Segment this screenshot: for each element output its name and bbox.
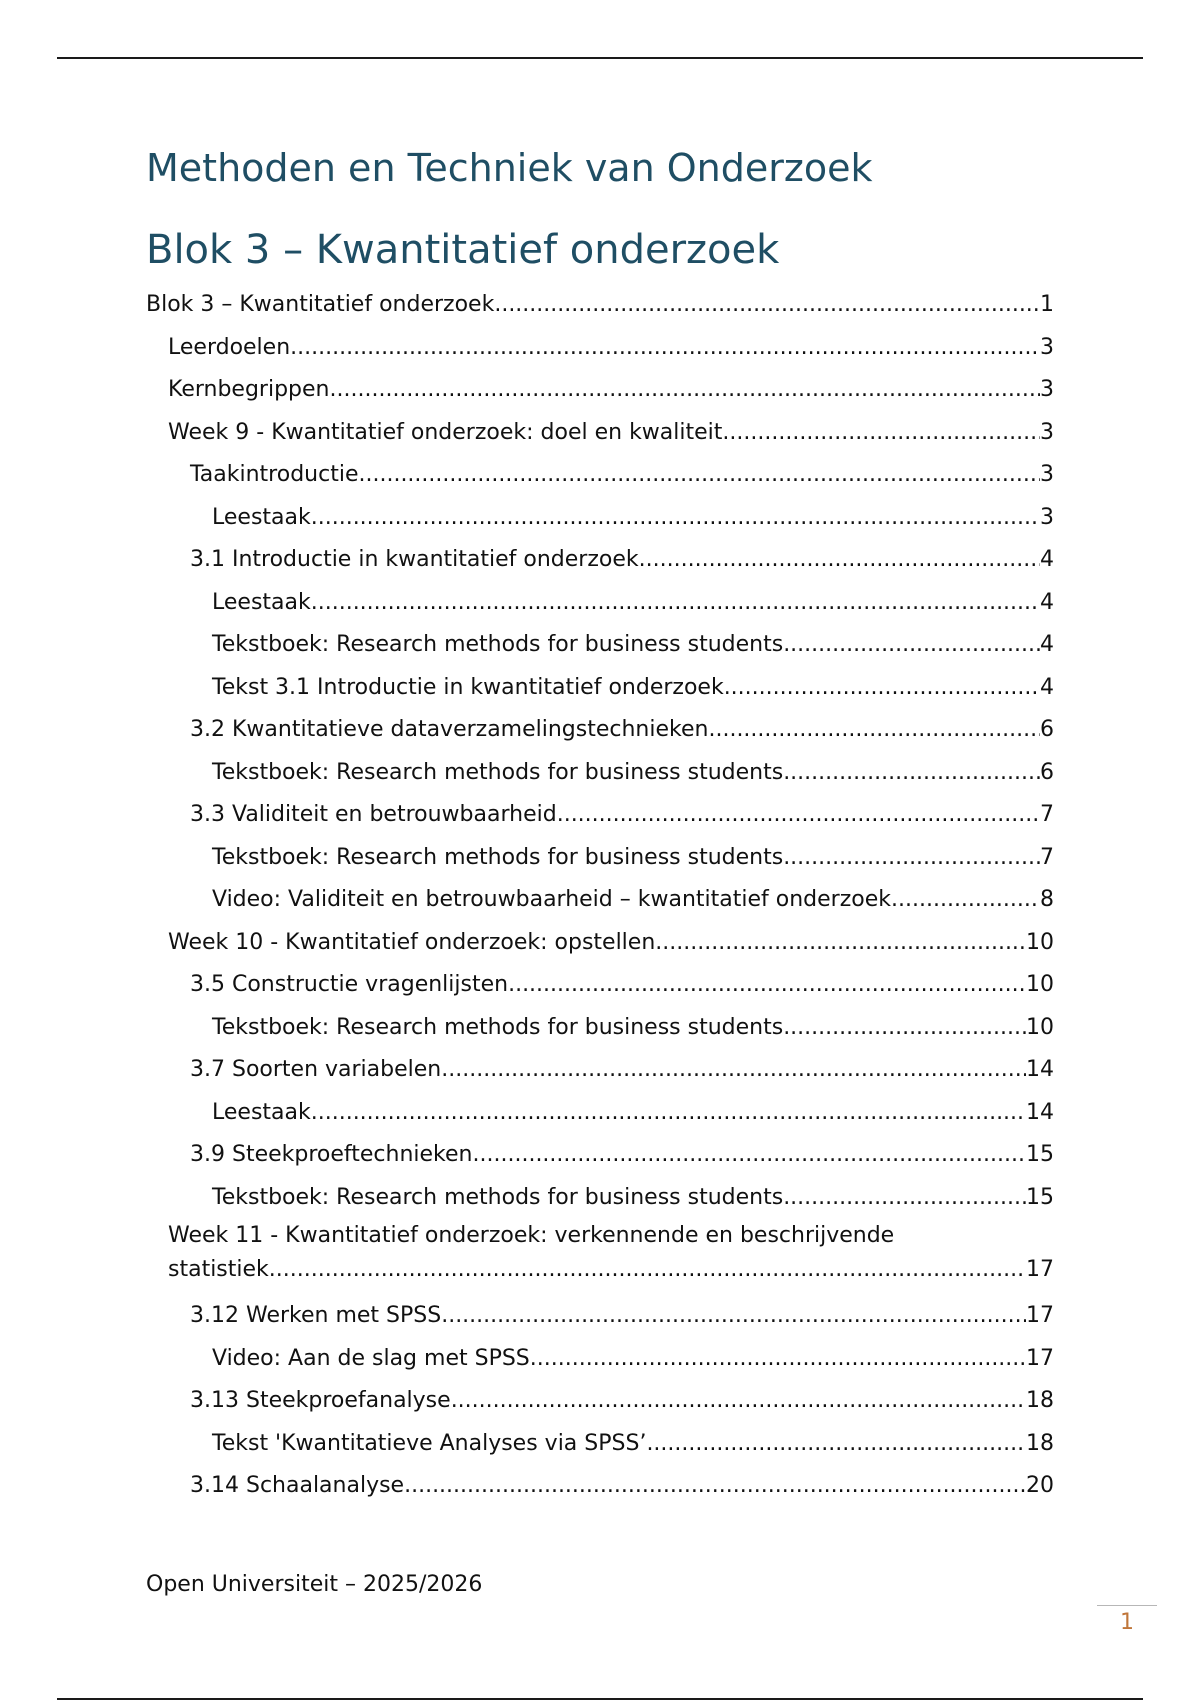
toc-entry-page: 4 xyxy=(1040,547,1054,572)
toc-entry[interactable] xyxy=(146,284,1054,327)
toc-leader xyxy=(441,1295,1026,1338)
toc-entry[interactable] xyxy=(146,327,1054,370)
toc-leader xyxy=(311,1092,1026,1135)
toc-entry[interactable] xyxy=(146,794,1054,837)
toc-entry-page: 18 xyxy=(1026,1430,1054,1456)
toc-entry[interactable] xyxy=(146,964,1054,1007)
toc-leader xyxy=(473,1134,1027,1177)
toc-entry-label: Kernbegrippen xyxy=(168,377,330,402)
toc-leader xyxy=(441,1049,1026,1092)
toc-entry-page: 4 xyxy=(1040,589,1054,615)
toc-leader xyxy=(655,922,1026,965)
toc-leader xyxy=(708,709,1040,752)
document-body xyxy=(146,140,1054,1508)
toc-entry-label: Tekstboek: Research methods for business students xyxy=(212,844,784,870)
toc-entry-page: 15 xyxy=(1026,1184,1054,1210)
toc-entry-page: 17 xyxy=(1026,1303,1054,1328)
toc-entry-label: Week 9 - Kwantitatief onderzoek: doel en kwaliteit xyxy=(168,419,723,445)
toc-entry-page: 15 xyxy=(1026,1142,1054,1167)
toc-entry-page: 17 xyxy=(1026,1257,1054,1282)
toc-entry-label: 3.2 Kwantitatieve dataverzamelingstechnieken xyxy=(190,717,709,742)
toc-entry[interactable] xyxy=(146,1423,1054,1466)
toc-leader xyxy=(290,327,1040,370)
toc-entry[interactable] xyxy=(146,752,1054,795)
toc-leader xyxy=(508,964,1026,1007)
toc-entry-label: Video: Validiteit en betrouwbaarheid – kwantitatief onderzoek xyxy=(212,887,891,912)
toc-entry-page: 3 xyxy=(1040,377,1054,402)
toc-entry-label: Video: Aan de slag met SPSS xyxy=(212,1345,530,1371)
toc-entry-page: 20 xyxy=(1026,1473,1054,1498)
toc-entry-label: Tekstboek: Research methods for business students xyxy=(212,632,784,657)
toc-leader xyxy=(269,1253,1026,1287)
toc-entry-label: Tekst 3.1 Introductie in kwantitatief onderzoek xyxy=(212,674,724,700)
toc-leader xyxy=(646,1423,1026,1466)
toc-leader xyxy=(451,1380,1026,1423)
toc-entry[interactable] xyxy=(146,922,1054,965)
page-number: 1 xyxy=(1120,1610,1134,1635)
toc-entry-label: 3.1 Introductie in kwantitatief onderzoek xyxy=(190,547,639,572)
toc-leader xyxy=(311,582,1040,625)
toc-entry[interactable] xyxy=(146,709,1054,752)
toc-leader xyxy=(494,284,1040,327)
toc-leader xyxy=(530,1338,1026,1381)
toc-entry[interactable] xyxy=(146,1380,1054,1423)
toc-entry-label: Leestaak xyxy=(212,1099,311,1125)
toc-entry-page: 6 xyxy=(1040,717,1054,742)
toc-entry-label: Leestaak xyxy=(212,504,311,530)
toc-entry-continuation xyxy=(168,1253,1054,1287)
toc-entry-page: 18 xyxy=(1026,1388,1054,1413)
toc-entry-page: 10 xyxy=(1026,929,1054,955)
toc-entry-label: Taakintroductie xyxy=(190,462,359,487)
toc-leader xyxy=(311,497,1040,540)
toc-entry[interactable] xyxy=(146,667,1054,710)
toc-entry-page: 8 xyxy=(1040,887,1054,912)
toc-leader xyxy=(783,1177,1026,1220)
block-title: Blok 3 – Kwantitatief onderzoek xyxy=(146,227,780,273)
toc-entry-page: 3 xyxy=(1040,334,1054,360)
toc-entry-label: Tekst 'Kwantitatieve Analyses via SPSS’ xyxy=(212,1430,647,1456)
toc-entry-page: 7 xyxy=(1040,844,1054,870)
toc-entry[interactable] xyxy=(146,369,1054,412)
toc-entry-page: 10 xyxy=(1026,1014,1054,1040)
toc-leader xyxy=(783,752,1040,795)
toc-entry-page: 6 xyxy=(1040,759,1054,785)
page-number-rule xyxy=(1097,1605,1157,1606)
toc-entry-label: Tekstboek: Research methods for business students xyxy=(212,759,784,785)
toc-entry-label: Tekstboek: Research methods for business students xyxy=(212,1184,784,1210)
toc-entry[interactable] xyxy=(146,1092,1054,1135)
toc-entry-label: 3.9 Steekproeftechnieken xyxy=(190,1142,473,1167)
toc-entry-label: 3.13 Steekproefanalyse xyxy=(190,1388,451,1413)
toc-leader xyxy=(639,539,1040,582)
toc-leader xyxy=(783,837,1040,880)
toc-entry[interactable] xyxy=(146,1295,1054,1338)
toc-entry[interactable] xyxy=(146,1007,1054,1050)
toc-entry-label: Leerdoelen xyxy=(168,334,291,360)
toc-leader xyxy=(404,1465,1026,1508)
toc-entry[interactable] xyxy=(146,624,1054,667)
toc-entry-page: 14 xyxy=(1026,1099,1054,1125)
toc-entry-page: 4 xyxy=(1040,632,1054,657)
toc-leader xyxy=(557,794,1040,837)
toc-entry-page: 3 xyxy=(1040,504,1054,530)
toc-leader xyxy=(891,879,1040,922)
toc-entry[interactable] xyxy=(146,497,1054,540)
toc-entry-label: 3.7 Soorten variabelen xyxy=(190,1057,442,1082)
toc-entry[interactable] xyxy=(146,1219,1054,1295)
table-of-contents xyxy=(146,284,1054,1508)
toc-entry-page: 1 xyxy=(1040,292,1054,317)
toc-entry-page: 3 xyxy=(1040,462,1054,487)
toc-entry[interactable] xyxy=(146,454,1054,497)
toc-entry-label: 3.5 Constructie vragenlijsten xyxy=(190,972,509,997)
toc-entry[interactable] xyxy=(146,1177,1054,1220)
toc-entry[interactable] xyxy=(146,1465,1054,1508)
toc-leader xyxy=(783,624,1040,667)
toc-entry-page: 4 xyxy=(1040,674,1054,700)
toc-leader xyxy=(783,1007,1026,1050)
toc-entry[interactable] xyxy=(146,582,1054,625)
toc-entry-label: 3.14 Schaalanalyse xyxy=(190,1473,405,1498)
toc-leader xyxy=(358,454,1040,497)
footer-text: Open Universiteit – 2025/2026 xyxy=(146,1572,483,1597)
toc-entry-label: Blok 3 – Kwantitatief onderzoek xyxy=(146,292,495,317)
toc-entry-label: Week 11 - Kwantitatief onderzoek: verkennende en beschrijvende xyxy=(168,1223,895,1248)
document-title: Methoden en Techniek van Onderzoek xyxy=(146,146,873,190)
toc-entry-label: Tekstboek: Research methods for business students xyxy=(212,1014,784,1040)
toc-entry-page: 17 xyxy=(1026,1345,1054,1371)
toc-entry[interactable] xyxy=(146,1049,1054,1092)
header-rule xyxy=(57,57,1143,59)
toc-entry-page: 10 xyxy=(1026,972,1054,997)
toc-leader xyxy=(724,667,1040,710)
toc-entry[interactable] xyxy=(146,1338,1054,1381)
toc-entry-label: Leestaak xyxy=(212,589,311,615)
toc-leader xyxy=(722,412,1040,455)
toc-leader xyxy=(330,369,1041,412)
toc-entry-label: Week 10 - Kwantitatief onderzoek: opstellen xyxy=(168,929,656,955)
toc-entry[interactable] xyxy=(146,412,1054,455)
toc-entry-page: 3 xyxy=(1040,419,1054,445)
toc-entry[interactable] xyxy=(146,539,1054,582)
toc-entry[interactable] xyxy=(146,1134,1054,1177)
toc-entry-label-continued: statistiek xyxy=(168,1257,269,1282)
toc-entry-page: 7 xyxy=(1040,802,1054,827)
toc-entry-page: 14 xyxy=(1026,1057,1054,1082)
toc-entry-label: 3.12 Werken met SPSS xyxy=(190,1303,442,1328)
toc-entry-label: 3.3 Validiteit en betrouwbaarheid xyxy=(190,802,557,827)
toc-entry[interactable] xyxy=(146,879,1054,922)
toc-entry[interactable] xyxy=(146,837,1054,880)
